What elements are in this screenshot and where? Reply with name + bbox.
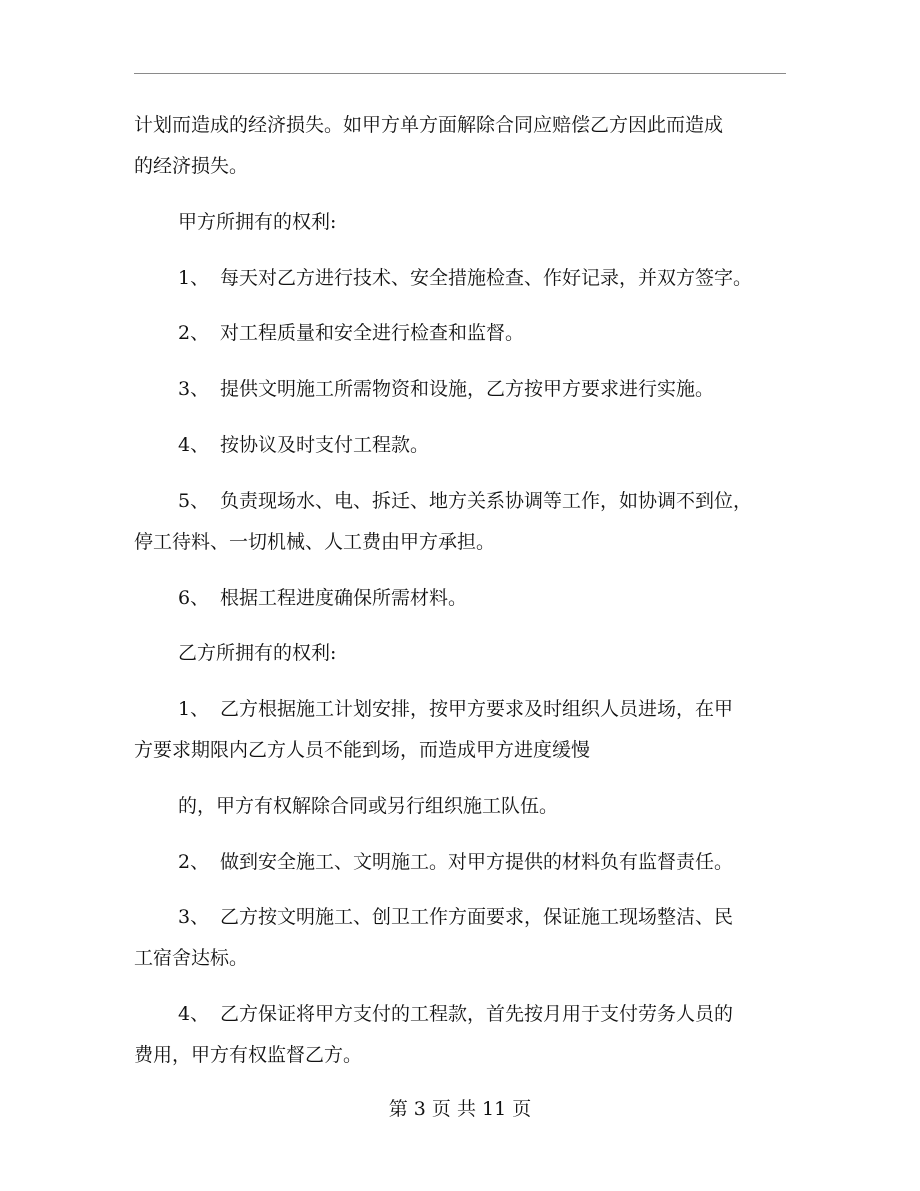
item-number: 4、 xyxy=(178,434,210,456)
list-item: 4、 乙方保证将甲方支付的工程款，首先按月用于支付劳务人员的 xyxy=(178,1003,734,1025)
item-number: 5、 xyxy=(178,490,210,512)
paragraph-line: 停工待料、一切机械、人工费由甲方承担。 xyxy=(134,531,496,553)
list-item: 1、 乙方根据施工计划安排，按甲方要求及时组织人员进场，在甲 xyxy=(178,698,734,720)
item-number: 6、 xyxy=(178,587,210,609)
paragraph-line: 费用，甲方有权监督乙方。 xyxy=(134,1044,363,1066)
list-item: 3、 乙方按文明施工、创卫工作方面要求，保证施工现场整洁、民 xyxy=(178,906,734,928)
paragraph-line: 方要求期限内乙方人员不能到场，而造成甲方进度缓慢 xyxy=(134,739,591,761)
item-number: 3、 xyxy=(178,906,210,928)
list-item: 2、 做到安全施工、文明施工。对甲方提供的材料负有监督责任。 xyxy=(178,851,734,873)
item-number: 4、 xyxy=(178,1003,210,1025)
paragraph-line: 的，甲方有权解除合同或另行组织施工队伍。 xyxy=(178,795,559,817)
list-item: 4、 按协议及时支付工程款。 xyxy=(178,434,430,456)
item-number: 2、 xyxy=(178,851,210,873)
list-item: 5、 负责现场水、电、拆迁、地方关系协调等工作，如协调不到位， xyxy=(178,490,753,512)
paragraph-line: 工宿舍达标。 xyxy=(134,947,249,969)
item-number: 3、 xyxy=(178,378,210,400)
list-item: 6、 根据工程进度确保所需材料。 xyxy=(178,587,468,609)
list-item: 1、 每天对乙方进行技术、安全措施检查、作好记录，并双方签字。 xyxy=(178,267,753,289)
item-number: 1、 xyxy=(178,267,210,289)
section-heading-party-b-rights: 乙方所拥有的权利: xyxy=(178,642,337,664)
header-rule xyxy=(134,73,786,74)
list-item: 2、 对工程质量和安全进行检查和监督。 xyxy=(178,322,525,344)
page-footer: 第 3 页 共 11 页 xyxy=(388,1098,532,1120)
item-number: 1、 xyxy=(178,698,210,720)
section-heading-party-a-rights: 甲方所拥有的权利: xyxy=(178,211,337,233)
paragraph-line: 计划而造成的经济损失。如甲方单方面解除合同应赔偿乙方因此而造成 xyxy=(134,114,724,136)
item-number: 2、 xyxy=(178,322,210,344)
list-item: 3、 提供文明施工所需物资和设施，乙方按甲方要求进行实施。 xyxy=(178,378,715,400)
paragraph-line: 的经济损失。 xyxy=(134,155,249,177)
